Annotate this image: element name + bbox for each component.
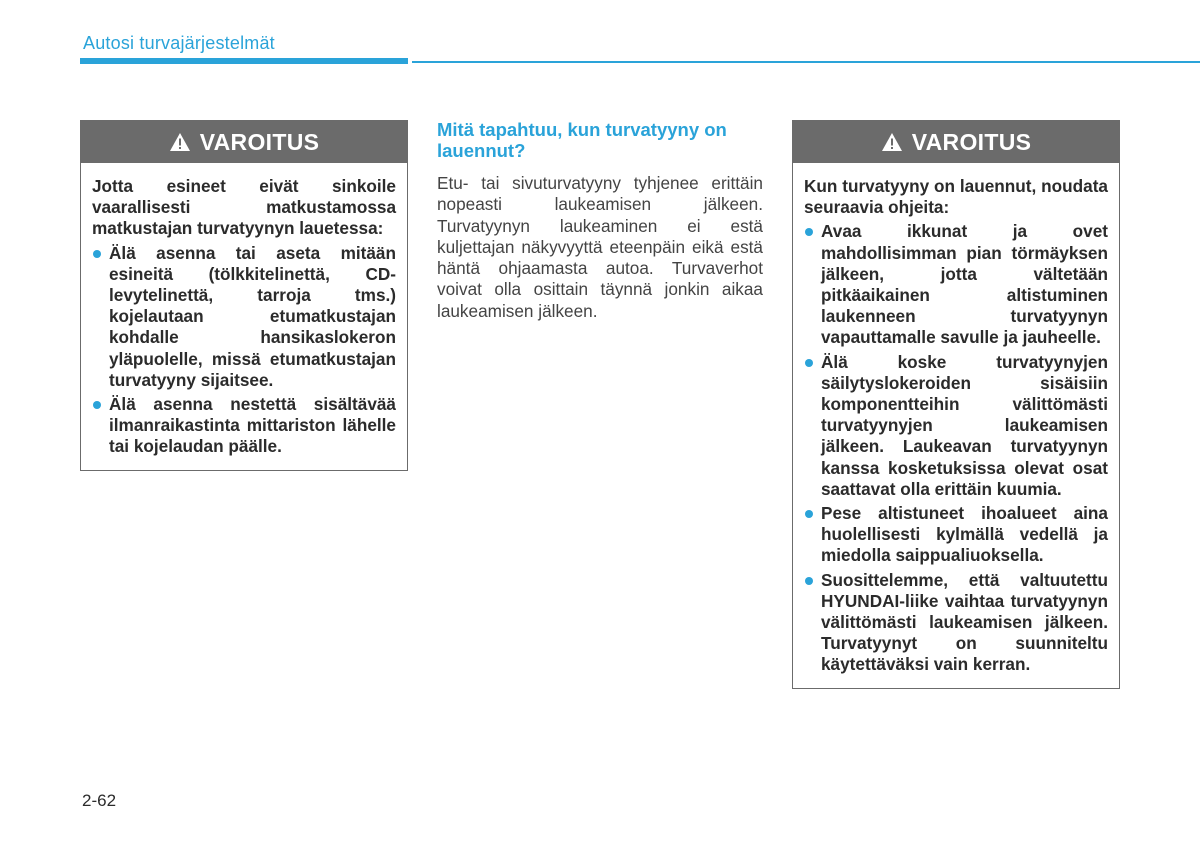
warning-header — [793, 121, 1119, 163]
warning-item: Avaa ikkunat ja ovet mahdollisimman pian törmäyksen jälkeen, jotta vältetään pitkäaikainen altistuminen laukenneen turvatyynyn vapauttamalle savulle ja jauheelle. — [804, 221, 1108, 348]
page-number: 2-62 — [82, 791, 117, 810]
warning-box-right — [792, 120, 1120, 689]
warning-heading: VAROITUS — [199, 128, 320, 155]
warning-header — [81, 121, 407, 163]
warning-box-left — [80, 120, 408, 471]
warning-triangle-icon — [881, 132, 903, 152]
header-rule-thin — [412, 61, 1200, 63]
warning-body — [793, 163, 1119, 688]
warning-item: Älä asenna tai aseta mitään esineitä (tölkkitelinettä, CD-levytelinettä, tarroja tms.) kojelautaan etumatkustajan kohdalle hansikaslokeron yläpuolelle, missä etumatkustajan turvatyyny sijaitsee. — [92, 243, 396, 391]
warning-intro: Kun turvatyyny on lauennut, noudata seuraavia ohjeita: — [804, 176, 1108, 218]
warning-body — [81, 163, 407, 470]
warning-item: Suosittelemme, että valtuutettu HYUNDAI-liike vaihtaa turvatyynyn välittömästi laukeamisen jälkeen. Turvatyynyt on suunniteltu käytettäväksi vain kerran. — [804, 570, 1108, 676]
warning-heading: VAROITUS — [911, 128, 1032, 155]
section-title: Autosi turvajärjestelmät — [83, 33, 275, 53]
header-rule-thick — [80, 58, 408, 64]
middle-column — [437, 119, 763, 322]
warning-item: Älä koske turvatyynyjen säilytyslokeroiden sisäisiin komponentteihin välittömästi turvatyynyjen laukeamisen jälkeen. Laukeavan turvatyynyn kanssa kosketuksissa olevat osat saattavat olla erittäin kuumia. — [804, 352, 1108, 500]
subsection-heading: Mitä tapahtuu, kun turvatyyny on lauennut? — [437, 119, 727, 161]
body-paragraph: Etu- tai sivuturvatyyny tyhjenee erittäin nopeasti laukeamisen jälkeen. Turvatyynyn laukeaminen ei estä kuljettajan näkyvyyttä eteenpäin eikä estä häntä ohjaamasta autoa. Turvaverhot voivat olla osittain täynnä jonkin aikaa laukeamisen jälkeen. — [437, 173, 763, 321]
warning-triangle-icon — [169, 132, 191, 152]
warning-item: Pese altistuneet ihoalueet aina huolellisesti kylmällä vedellä ja miedolla saippualiuoksella. — [804, 503, 1108, 567]
warning-list — [92, 243, 396, 458]
warning-item: Älä asenna nestettä sisältävää ilmanraikastinta mittariston lähelle tai kojelaudan päälle. — [92, 394, 396, 458]
warning-intro: Jotta esineet eivät sinkoile vaarallisesti matkustamossa matkustajan turvatyynyn lauetessa: — [92, 176, 396, 239]
warning-list — [804, 221, 1108, 675]
